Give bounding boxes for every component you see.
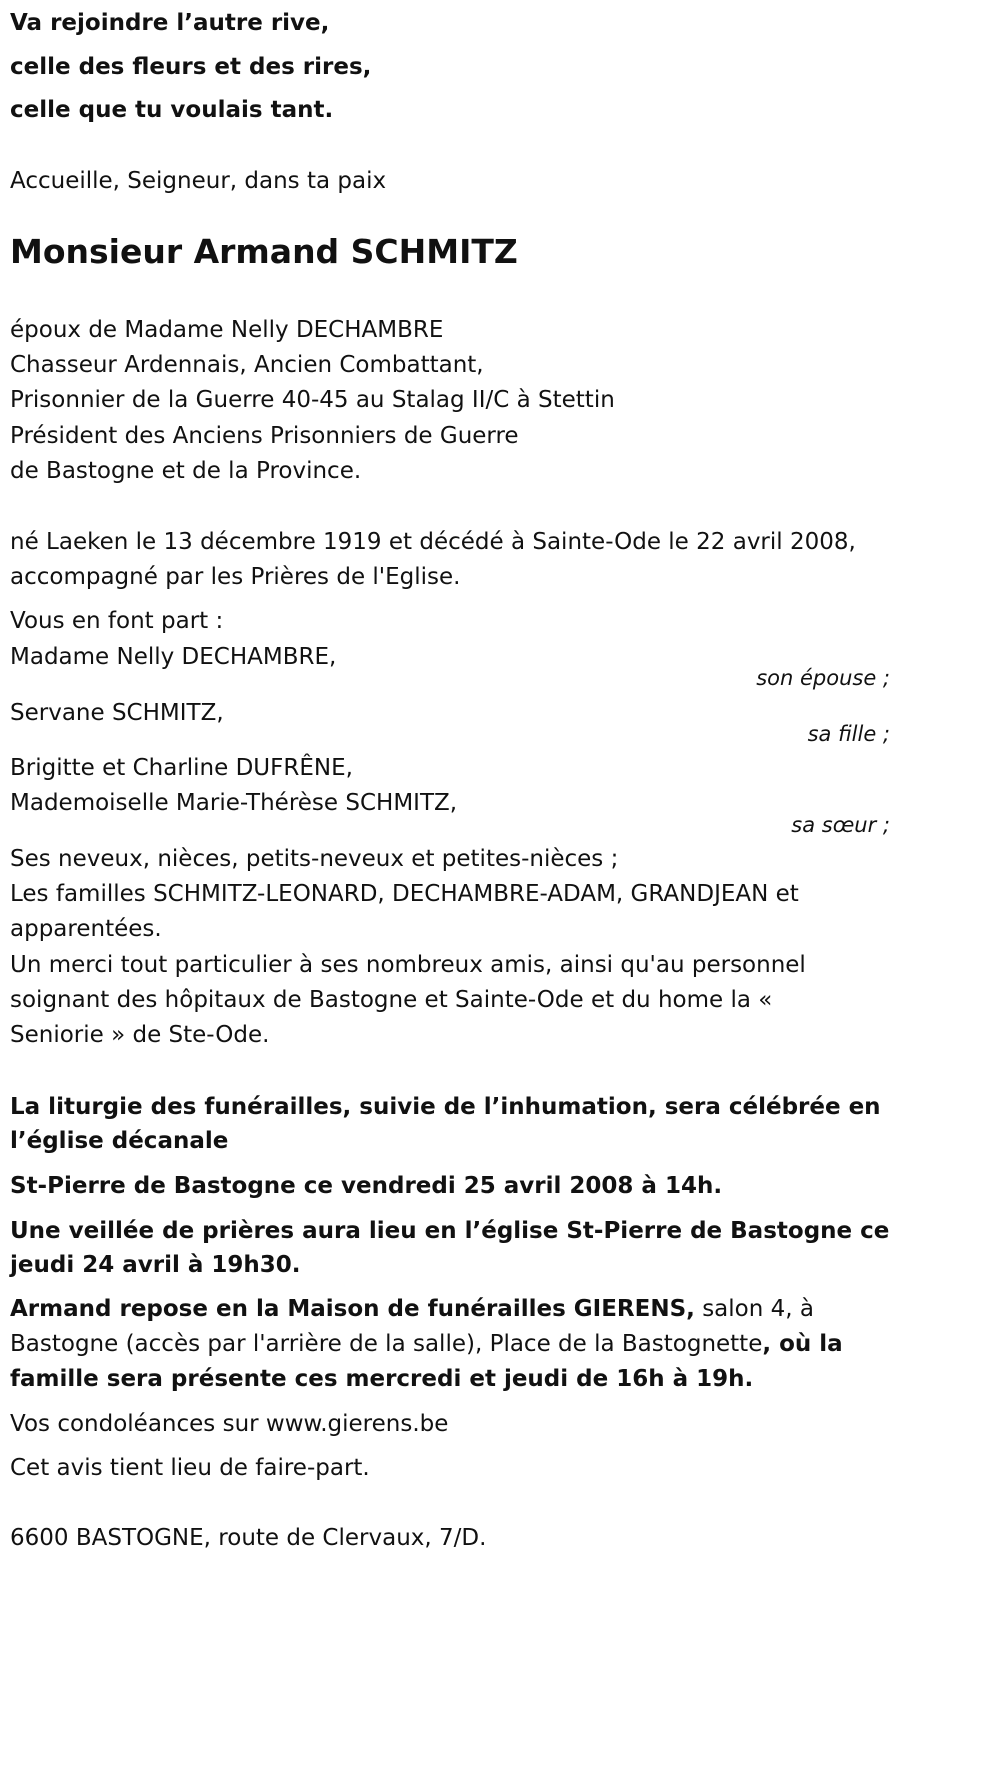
bio-line-1: époux de Madame Nelly DECHAMBRE: [10, 317, 444, 343]
family-grandchildren: Brigitte et Charline DUFRÊNE,: [10, 755, 353, 781]
vigil-line-2: jeudi 24 avril à 19h30.: [10, 1252, 301, 1278]
family-spouse-relation: son épouse ;: [756, 666, 890, 690]
repose-line-1: [10, 1294, 814, 1324]
bio-line-5: de Bastogne et de la Province.: [10, 458, 362, 484]
family-spouse: Madame Nelly DECHAMBRE,: [10, 644, 337, 670]
condolences-line: Vos condoléances sur www.gierens.be: [10, 1411, 449, 1437]
prayer-line: Accueille, Seigneur, dans ta paix: [10, 168, 387, 194]
thanks-line-1: Un merci tout particulier à ses nombreux amis, ainsi qu'au personnel: [10, 952, 806, 978]
thanks-line-2: soignant des hôpitaux de Bastogne et Sainte-Ode et du home la «: [10, 987, 773, 1013]
vigil-line-1: Une veillée de prières aura lieu en l’église St-Pierre de Bastogne ce: [10, 1218, 890, 1244]
bio-line-4: Président des Anciens Prisonniers de Guerre: [10, 423, 519, 449]
repose-bold-tail: , où la: [762, 1331, 843, 1357]
deceased-name: Monsieur Armand SCHMITZ: [10, 232, 518, 271]
family-families-line-1: Les familles SCHMITZ-LEONARD, DECHAMBRE-ADAM, GRANDJEAN et: [10, 881, 799, 907]
repose-normal-text: salon 4, à: [694, 1296, 814, 1322]
liturgy-line-1: La liturgie des funérailles, suivie de l’inhumation, sera célébrée en: [10, 1094, 881, 1120]
thanks-line-3: Seniorie » de Ste-Ode.: [10, 1022, 270, 1048]
family-daughter: Servane SCHMITZ,: [10, 700, 224, 726]
church-date: St-Pierre de Bastogne ce vendredi 25 avril 2008 à 14h.: [10, 1173, 723, 1199]
address-line: 6600 BASTOGNE, route de Clervaux, 7/D.: [10, 1525, 487, 1551]
notice-line: Cet avis tient lieu de faire-part.: [10, 1455, 370, 1481]
dates-line-1: né Laeken le 13 décembre 1919 et décédé à Sainte-Ode le 22 avril 2008,: [10, 529, 856, 555]
family-sister-relation: sa sœur ;: [791, 813, 890, 837]
repose-bold-text: Armand repose en la Maison de funérailles GIERENS,: [10, 1296, 695, 1322]
announce-line: Vous en font part :: [10, 608, 224, 634]
dates-line-2: accompagné par les Prières de l'Eglise.: [10, 564, 461, 590]
bio-line-2: Chasseur Ardennais, Ancien Combattant,: [10, 352, 484, 378]
family-families-line-2: apparentées.: [10, 916, 162, 942]
liturgy-line-2: l’église décanale: [10, 1128, 229, 1154]
bio-line-3: Prisonnier de la Guerre 40-45 au Stalag II/C à Stettin: [10, 387, 615, 413]
family-nephews: Ses neveux, nièces, petits-neveux et petites-nièces ;: [10, 846, 619, 872]
repose-location-text: Bastogne (accès par l'arrière de la salle), Place de la Bastognette: [10, 1331, 763, 1357]
poem-line-1: Va rejoindre l’autre rive,: [10, 10, 330, 36]
repose-line-3: famille sera présente ces mercredi et jeudi de 16h à 19h.: [10, 1366, 754, 1392]
poem-line-2: celle des fleurs et des rires,: [10, 54, 372, 80]
repose-line-2: [10, 1329, 843, 1359]
poem-line-3: celle que tu voulais tant.: [10, 97, 334, 123]
family-sister: Mademoiselle Marie-Thérèse SCHMITZ,: [10, 790, 458, 816]
family-daughter-relation: sa fille ;: [807, 722, 890, 746]
